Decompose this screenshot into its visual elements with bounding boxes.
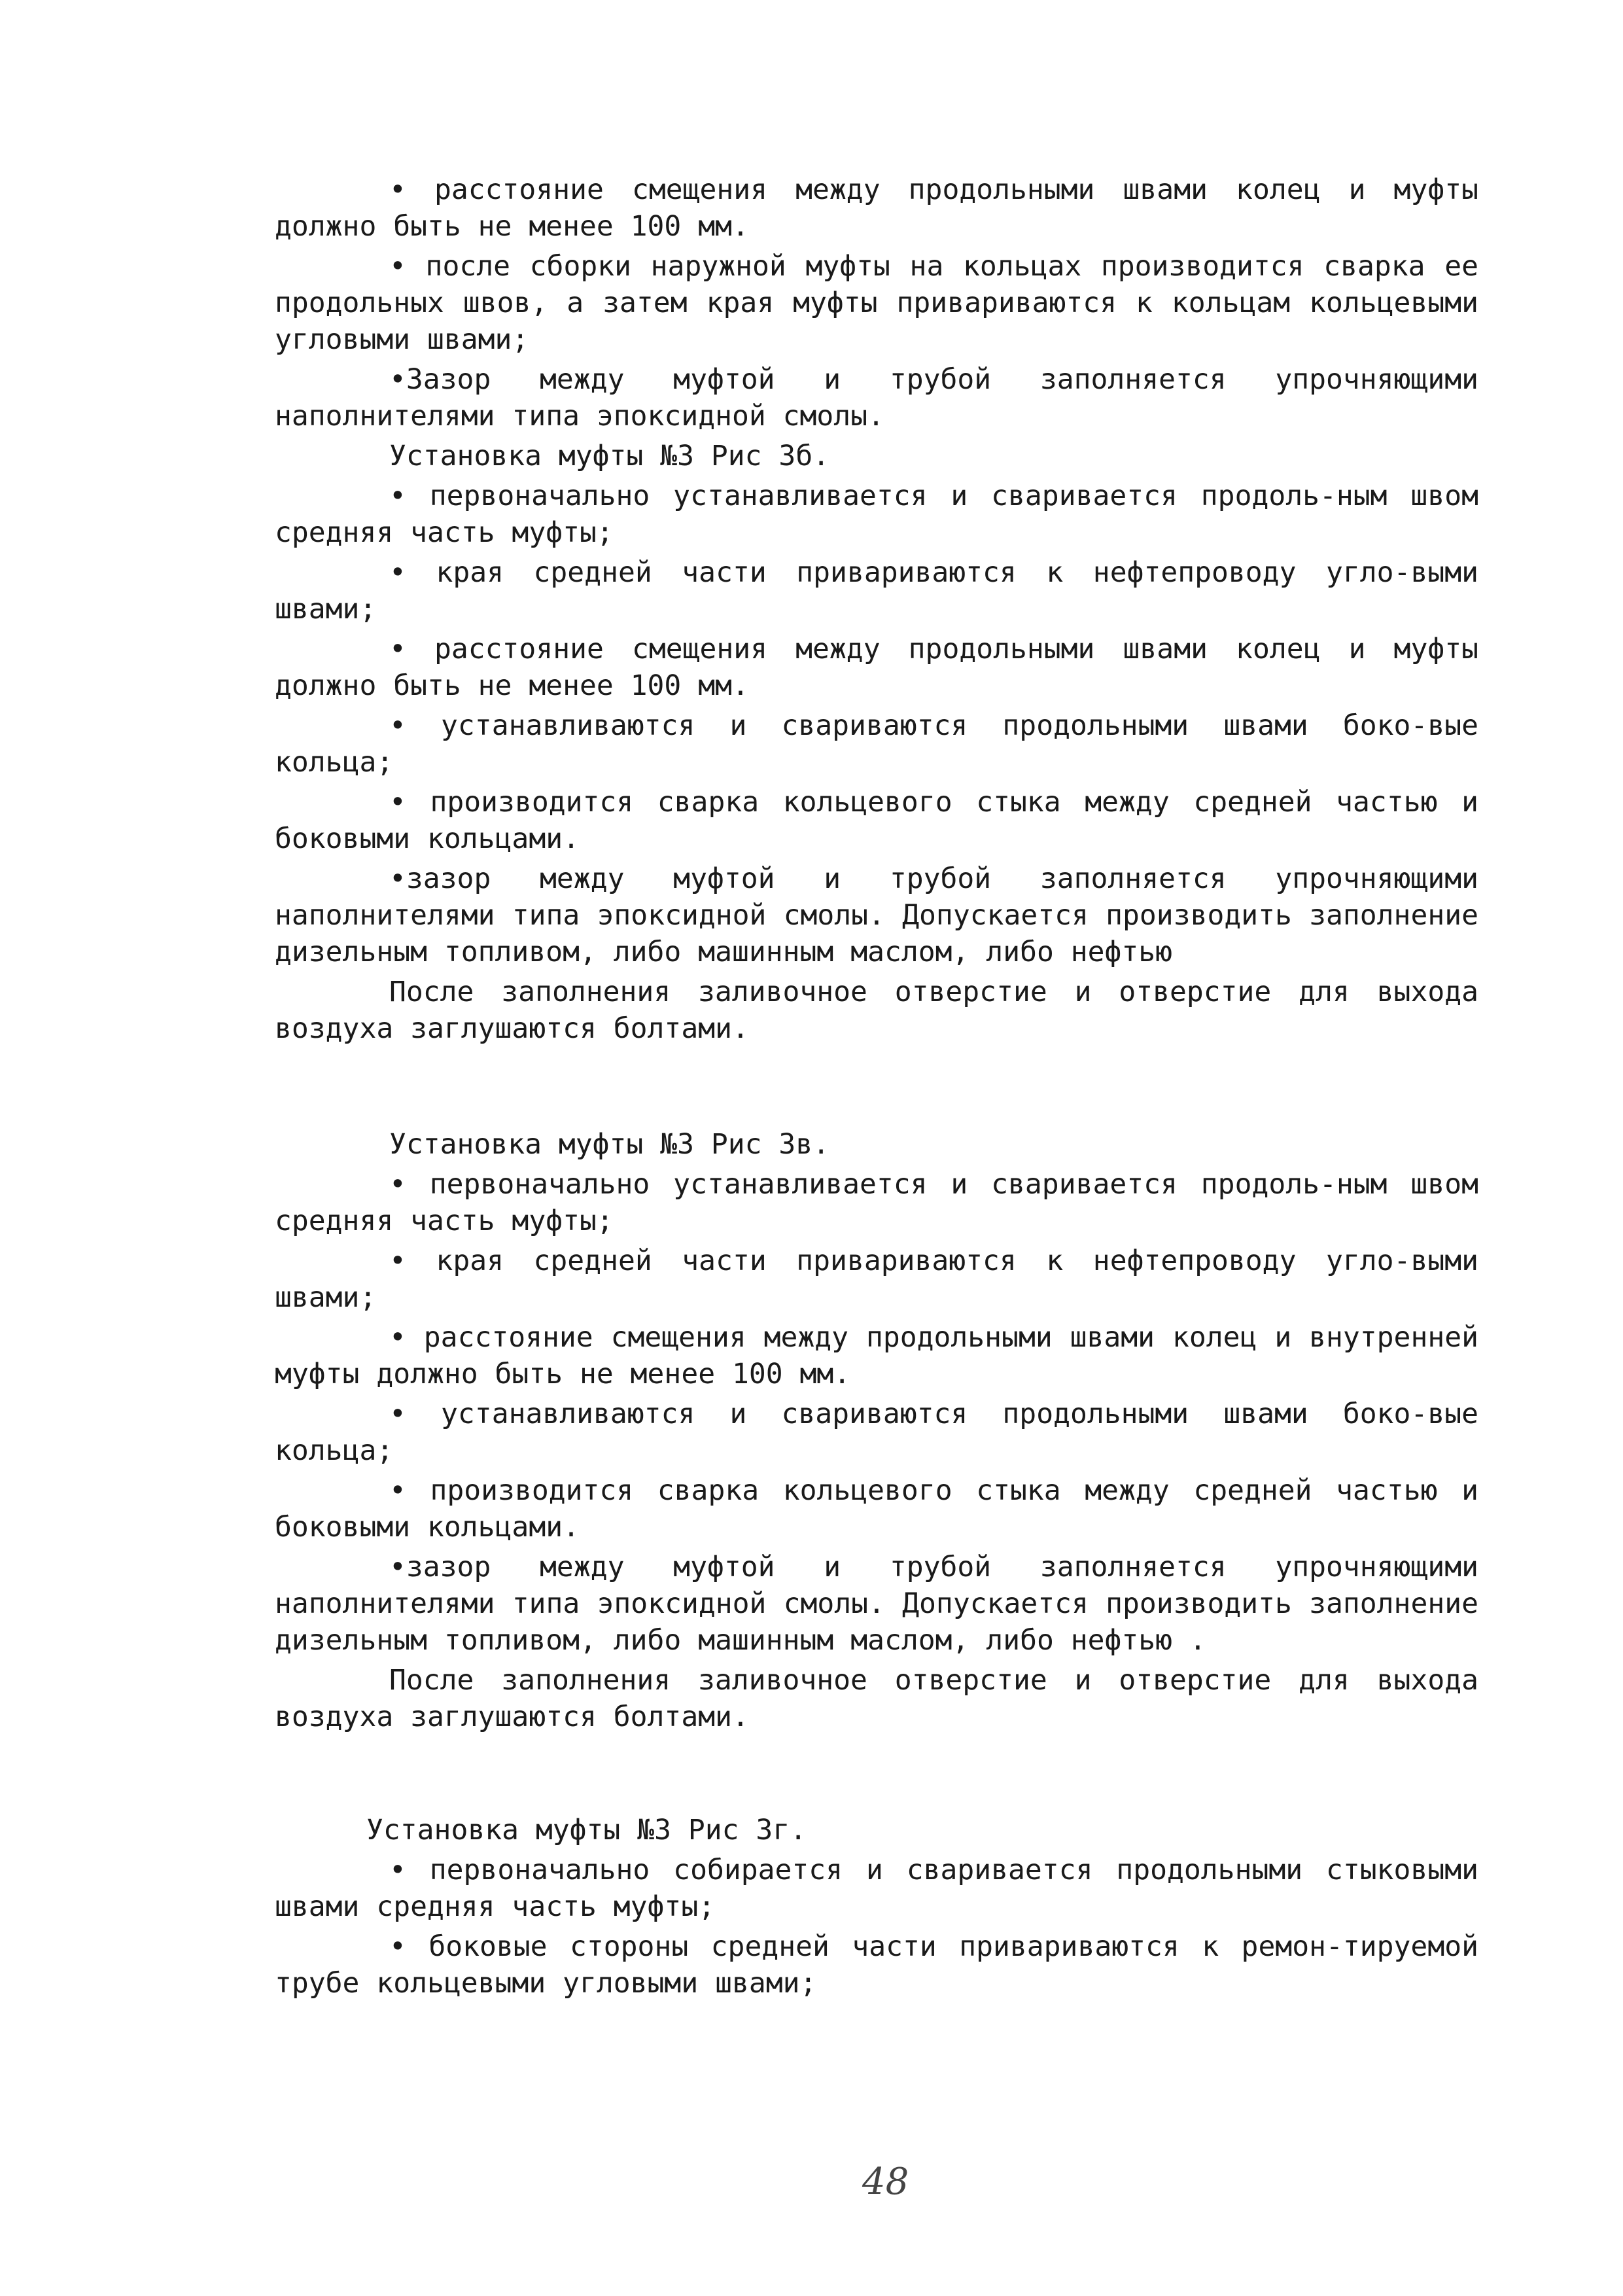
bullet-side-welding: • боковые стороны средней части привариваются к ремон-тируемой трубе кольцевыми угловыми швами; [275,1930,1478,2000]
bullet-offset-distance: • расстояние смещения между продольными швами колец и внутренней муфты должно быть не менее 100 мм. [275,1321,1478,1390]
bullet-edges-welding: • края средней части привариваются к нефтепроводу угло-выми швами; [275,556,1478,626]
bullet-circumferential-joint: • производится сварка кольцевого стыка между средней частью и боковыми кольцами. [275,1474,1478,1544]
bullet-circumferential-joint: • производится сварка кольцевого стыка между средней частью и боковыми кольцами. [275,786,1478,855]
bullet-middle-part-install: • первоначально устанавливается и сваривается продоль-ным швом средняя часть муфты; [275,480,1478,549]
paragraph-plugging-holes: После заполнения заливочное отверстие и отверстие для выхода воздуха заглушаются болтами. [275,976,1478,1045]
bullet-side-rings: • устанавливаются и свариваются продольными швами боко-вые кольца; [275,1398,1478,1467]
bullet-gap-filling: •зазор между муфтой и трубой заполняется упрочняющими наполнителями типа эпоксидной смолы. Допускается производить заполнение дизельным топливом, либо машинным маслом, либо нефтью . [275,1551,1478,1657]
section-heading-fig-3b: Установка муфты №3 Рис 3б. [389,440,830,472]
section-heading-fig-3v: Установка муфты №3 Рис 3в. [389,1128,830,1161]
bullet-edges-welding: • края средней части привариваются к нефтепроводу угло-выми швами; [275,1245,1478,1314]
bullet-offset-distance: • расстояние смещения между продольными швами колец и муфты должно быть не менее 100 мм. [275,173,1478,243]
bullet-middle-part-assembly: • первоначально собирается и сваривается продольными стыковыми швами средняя часть муфты; [275,1854,1478,1923]
bullet-gap-filling: •зазор между муфтой и трубой заполняется упрочняющими наполнителями типа эпоксидной смолы. Допускается производить заполнение дизельным топливом, либо машинным маслом, либо нефтью [275,862,1478,968]
bullet-gap-filling: •Зазор между муфтой и трубой заполняется упрочняющими наполнителями типа эпоксидной смолы. [275,363,1478,433]
bullet-outer-sleeve-welding: • после сборки наружной муфты на кольцах производится сварка ее продольных швов, а затем края муфты привариваются к кольцам кольцевыми угловыми швами; [275,250,1478,356]
bullet-offset-distance: • расстояние смещения между продольными швами колец и муфты должно быть не менее 100 мм. [275,633,1478,702]
page-body [275,171,1478,2005]
bullet-middle-part-install: • первоначально устанавливается и сваривается продоль-ным швом средняя часть муфты; [275,1168,1478,1237]
paragraph-plugging-holes: После заполнения заливочное отверстие и отверстие для выхода воздуха заглушаются болтами. [275,1664,1478,1733]
page-number: 48 [862,2161,909,2203]
spacer [275,1050,1478,1126]
bullet-side-rings: • устанавливаются и свариваются продольными швами боко-вые кольца; [275,709,1478,779]
section-heading-fig-3g: Установка муфты №3 Рис 3г. [366,1814,807,1846]
spacer [275,1739,1478,1812]
